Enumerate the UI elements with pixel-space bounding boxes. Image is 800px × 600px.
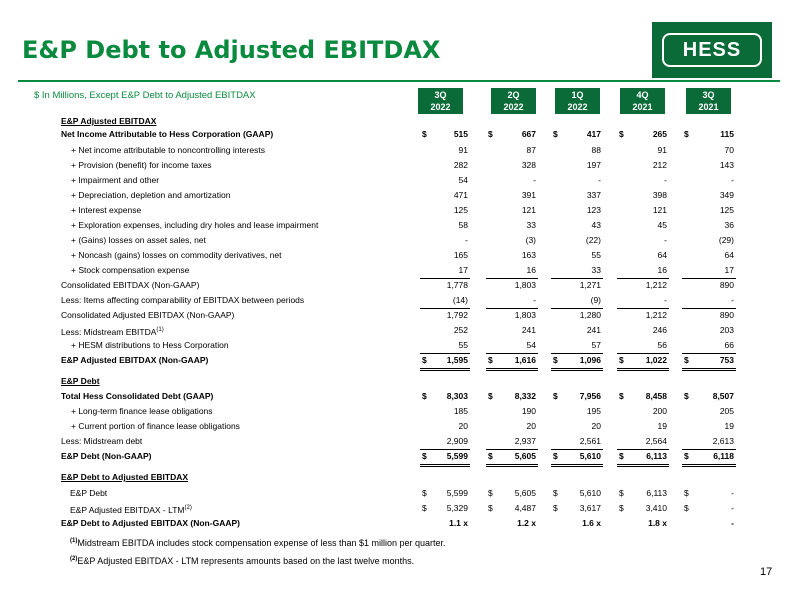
table-row: [0, 470, 800, 485]
table-cell: 2,909: [446, 436, 468, 446]
table-cell: -: [533, 175, 536, 185]
table-cell: 417: [586, 129, 601, 139]
subtotal-rule: [486, 308, 538, 309]
table-cell: 55: [458, 340, 468, 350]
dollar-sign: $: [619, 391, 624, 401]
row-label: [61, 278, 199, 293]
row-label-text: + Depreciation, depletion and amortization: [71, 190, 231, 200]
row-label-text: E&P Debt (Non-GAAP): [61, 451, 152, 461]
table-cell: 1,022: [645, 355, 667, 365]
dollar-sign: $: [553, 129, 558, 139]
row-label-text: E&P Adjusted EBITDAX: [61, 116, 157, 126]
row-label-text: + Interest expense: [71, 205, 142, 215]
subtotal-rule: [420, 308, 470, 309]
table-cell: 1,595: [446, 355, 468, 365]
table-cell: 165: [453, 250, 468, 260]
row-label: [71, 419, 240, 434]
row-label: [61, 434, 142, 449]
dollar-sign: $: [553, 503, 558, 513]
table-row: [0, 203, 800, 218]
total-double-rule: [682, 464, 736, 467]
table-cell: 8,303: [446, 391, 468, 401]
table-cell: 58: [458, 220, 468, 230]
table-cell: -: [731, 175, 734, 185]
dollar-sign: $: [553, 355, 558, 365]
table-row: [0, 248, 800, 263]
table-cell: -: [664, 295, 667, 305]
table-cell: 212: [652, 160, 667, 170]
table-cell: 4,487: [514, 503, 536, 513]
subtotal-rule: [551, 308, 603, 309]
row-label-text: + Provision (benefit) for income taxes: [71, 160, 212, 170]
table-cell: 2,561: [579, 436, 601, 446]
row-label: [61, 374, 100, 389]
column-header-quarter: 2Q: [507, 90, 520, 100]
table-cell: 890: [719, 280, 734, 290]
row-label: [61, 353, 208, 368]
table-cell: 5,610: [579, 488, 601, 498]
table-cell: -: [533, 295, 536, 305]
table-cell: 64: [657, 250, 667, 260]
table-cell: 471: [453, 190, 468, 200]
table-cell: 205: [719, 406, 734, 416]
units-subtitle: $ In Millions, Except E&P Debt to Adjusted EBITDAX: [34, 90, 256, 101]
total-double-rule: [617, 368, 669, 371]
dollar-sign: $: [684, 391, 689, 401]
row-label: [71, 248, 281, 263]
table-cell: 890: [719, 310, 734, 320]
table-cell: (9): [590, 295, 601, 305]
table-cell: 6,118: [713, 451, 734, 461]
table-cell: -: [731, 518, 734, 528]
table-cell: 1,803: [514, 280, 536, 290]
dollar-sign: $: [553, 488, 558, 498]
table-cell: 1.6 x: [582, 518, 601, 528]
table-row: [0, 233, 800, 248]
dollar-sign: $: [422, 129, 427, 139]
table-cell: 88: [591, 145, 601, 155]
table-cell: 190: [521, 406, 536, 416]
table-cell: 36: [724, 220, 734, 230]
dollar-sign: $: [684, 503, 689, 513]
table-cell: 17: [724, 265, 734, 275]
row-label-text: Less: Midstream EBITDA: [61, 326, 157, 337]
table-cell: 56: [657, 340, 667, 350]
subtotal-rule: [486, 278, 538, 279]
table-cell: 3,410: [645, 503, 667, 513]
column-header-year: 2022: [430, 102, 451, 112]
table-cell: 125: [719, 205, 734, 215]
table-cell: 57: [591, 340, 601, 350]
total-double-rule: [420, 368, 470, 371]
table-cell: 1,271: [579, 280, 601, 290]
row-label-text: E&P Debt to Adjusted EBITDAX: [61, 472, 189, 482]
dollar-sign: $: [619, 488, 624, 498]
table-cell: 1,280: [579, 310, 601, 320]
table-row: [0, 404, 800, 419]
table-cell: 1,616: [514, 355, 536, 365]
table-cell: 64: [724, 250, 734, 260]
column-header-quarter: 3Q: [702, 90, 715, 100]
table-cell: 185: [453, 406, 468, 416]
column-header: [555, 88, 600, 114]
row-label-text: + HESM distributions to Hess Corporation: [71, 340, 229, 350]
dollar-sign: $: [619, 451, 624, 461]
table-cell: (22): [585, 235, 601, 245]
table-cell: 2,564: [645, 436, 667, 446]
dollar-sign: $: [488, 503, 493, 513]
row-label-text: Total Hess Consolidated Debt (GAAP): [61, 391, 214, 401]
table-cell: -: [664, 175, 667, 185]
column-header: [620, 88, 665, 114]
table-cell: 20: [458, 421, 468, 431]
row-label-text: E&P Adjusted EBITDAX - LTM: [70, 504, 185, 515]
table-cell: 6,113: [646, 451, 667, 461]
hess-logo: [652, 22, 772, 78]
table-cell: 195: [586, 406, 601, 416]
table-cell: -: [731, 295, 734, 305]
table-row: [0, 374, 800, 389]
table-cell: 16: [657, 265, 667, 275]
row-label: [71, 188, 230, 203]
table-cell: 125: [453, 205, 468, 215]
table-cell: 5,605: [514, 488, 536, 498]
dollar-sign: $: [684, 355, 689, 365]
row-label-text: + Stock compensation expense: [71, 265, 190, 275]
table-row: [0, 173, 800, 188]
row-label-text: Consolidated EBITDAX (Non-GAAP): [61, 280, 200, 290]
table-cell: 5,605: [514, 451, 536, 461]
table-cell: 19: [657, 421, 667, 431]
row-label: [61, 449, 152, 464]
table-cell: 123: [586, 205, 601, 215]
table-cell: 17: [458, 265, 468, 275]
table-cell: 5,599: [446, 488, 468, 498]
table-cell: (29): [718, 235, 734, 245]
table-row: [0, 323, 800, 338]
table-cell: 70: [724, 145, 734, 155]
row-label-text: Consolidated Adjusted EBITDAX (Non-GAAP): [61, 310, 235, 320]
dollar-sign: $: [553, 451, 558, 461]
table-cell: (3): [525, 235, 536, 245]
row-label: [70, 486, 107, 501]
table-cell: 203: [719, 325, 734, 335]
table-cell: 1,212: [645, 280, 667, 290]
table-row: [0, 293, 800, 308]
footnote-2-mark: (2): [70, 556, 78, 562]
page-number: 17: [760, 566, 773, 578]
table-cell: 55: [591, 250, 601, 260]
dollar-sign: $: [684, 488, 689, 498]
total-double-rule: [551, 368, 603, 371]
table-row: [0, 127, 800, 142]
table-cell: -: [598, 175, 601, 185]
table-cell: 8,458: [645, 391, 667, 401]
table-cell: 349: [719, 190, 734, 200]
table-cell: 246: [652, 325, 667, 335]
table-cell: 5,599: [446, 451, 468, 461]
table-row: [0, 188, 800, 203]
column-header-quarter: 1Q: [571, 90, 584, 100]
table-cell: 20: [526, 421, 536, 431]
table-row: [0, 338, 800, 353]
table-cell: 19: [724, 421, 734, 431]
table-cell: 1.2 x: [517, 518, 536, 528]
dollar-sign: $: [422, 451, 427, 461]
column-header-year: 2021: [632, 102, 653, 112]
table-cell: 45: [657, 220, 667, 230]
column-header: [491, 88, 536, 114]
subtotal-rule: [617, 449, 669, 450]
row-label-text: E&P Adjusted EBITDAX (Non-GAAP): [61, 355, 209, 365]
column-header: [686, 88, 731, 114]
table-cell: 8,507: [712, 391, 734, 401]
row-label: [61, 470, 188, 485]
subtotal-rule: [682, 449, 736, 450]
total-double-rule: [486, 368, 538, 371]
dollar-sign: $: [488, 129, 493, 139]
row-label: [71, 404, 213, 419]
row-label: [71, 218, 318, 233]
table-cell: 2,937: [514, 436, 536, 446]
footnote-1-text: Midstream EBITDA includes stock compensation expense of less than $1 million per quarter.: [77, 538, 446, 548]
table-row: [0, 158, 800, 173]
table-cell: 1,096: [579, 355, 601, 365]
table-cell: 667: [521, 129, 536, 139]
row-label: [61, 127, 273, 142]
row-label: [61, 516, 240, 531]
row-label-text: + Impairment and other: [71, 175, 160, 185]
table-cell: -: [465, 235, 468, 245]
subtotal-rule: [682, 353, 736, 354]
footnote-2: [70, 556, 414, 566]
table-cell: 20: [591, 421, 601, 431]
row-label: [71, 158, 212, 173]
table-cell: 115: [720, 129, 734, 139]
table-cell: 2,613: [712, 436, 734, 446]
table-cell: 143: [719, 160, 734, 170]
subtotal-rule: [420, 449, 470, 450]
table-cell: 43: [591, 220, 601, 230]
table-row: [0, 218, 800, 233]
row-label: [71, 173, 159, 188]
row-label: [71, 263, 189, 278]
table-cell: -: [731, 488, 734, 498]
total-double-rule: [551, 464, 603, 467]
subtotal-rule: [617, 353, 669, 354]
footnote-2-text: E&P Adjusted EBITDAX - LTM represents amounts based on the last twelve months.: [77, 556, 415, 566]
subtotal-rule: [617, 278, 669, 279]
total-double-rule: [682, 368, 736, 371]
table-row: [0, 434, 800, 449]
total-double-rule: [617, 464, 669, 467]
table-cell: -: [664, 235, 667, 245]
row-label-text: Less: Items affecting comparability of EBITDAX between periods: [61, 295, 305, 305]
table-row: [0, 263, 800, 278]
dollar-sign: $: [422, 488, 427, 498]
column-header-quarter: 3Q: [434, 90, 447, 100]
footnote-ref: (1): [156, 327, 164, 333]
row-label: [61, 389, 213, 404]
table-cell: 163: [521, 250, 536, 260]
column-header-year: 2022: [503, 102, 524, 112]
table-cell: 121: [652, 205, 667, 215]
dollar-sign: $: [488, 451, 493, 461]
subtotal-rule: [682, 278, 736, 279]
table-cell: 33: [526, 220, 536, 230]
dollar-sign: $: [684, 129, 689, 139]
table-row: [0, 389, 800, 404]
table-cell: 1,212: [645, 310, 667, 320]
dollar-sign: $: [488, 355, 493, 365]
subtotal-rule: [551, 278, 603, 279]
row-label-text: Net Income Attributable to Hess Corporation (GAAP): [61, 129, 274, 139]
dollar-sign: $: [422, 391, 427, 401]
table-cell: 753: [719, 355, 734, 365]
table-row: [0, 486, 800, 501]
row-label-text: + Exploration expenses, including dry holes and lease impairment: [71, 220, 319, 230]
subtotal-rule: [682, 308, 736, 309]
row-label-text: E&P Debt: [61, 376, 100, 386]
table-cell: 7,956: [579, 391, 601, 401]
footnote-ref: (2): [184, 505, 192, 511]
row-label: [71, 233, 206, 248]
row-label-text: + Long-term finance lease obligations: [71, 406, 213, 416]
table-row: [0, 308, 800, 323]
dollar-sign: $: [619, 503, 624, 513]
column-header: [418, 88, 463, 114]
table-cell: 3,617: [579, 503, 601, 513]
row-label: [71, 203, 141, 218]
dollar-sign: $: [488, 488, 493, 498]
subtotal-rule: [551, 449, 603, 450]
table-cell: 515: [453, 129, 468, 139]
table-cell: 91: [657, 145, 667, 155]
table-cell: (14): [452, 295, 468, 305]
table-cell: 5,329: [446, 503, 468, 513]
dollar-sign: $: [619, 129, 624, 139]
row-label-text: E&P Debt to Adjusted EBITDAX (Non-GAAP): [61, 518, 240, 528]
row-label: [71, 143, 265, 158]
logo-text: HESS: [662, 33, 762, 67]
table-cell: 200: [652, 406, 667, 416]
subtotal-rule: [551, 353, 603, 354]
table-cell: 328: [521, 160, 536, 170]
subtotal-rule: [420, 278, 470, 279]
subtotal-rule: [617, 308, 669, 309]
table-cell: 1.8 x: [648, 518, 667, 528]
dollar-sign: $: [488, 391, 493, 401]
table-cell: 1.1 x: [449, 518, 468, 528]
table-cell: 5,610: [579, 451, 601, 461]
table-cell: 241: [521, 325, 536, 335]
table-cell: 398: [652, 190, 667, 200]
table-cell: 33: [591, 265, 601, 275]
table-cell: 1,803: [514, 310, 536, 320]
table-cell: -: [731, 503, 734, 513]
title-rule: [18, 80, 780, 82]
table-cell: 1,778: [446, 280, 468, 290]
table-cell: 337: [586, 190, 601, 200]
table-cell: 66: [724, 340, 734, 350]
table-row: [0, 353, 800, 368]
table-row: [0, 143, 800, 158]
row-label: [61, 293, 304, 308]
page-title: E&P Debt to Adjusted EBITDAX: [22, 36, 441, 64]
table-row: [0, 501, 800, 516]
row-label-text: Less: Midstream debt: [61, 436, 143, 446]
table-cell: 197: [586, 160, 601, 170]
row-label-text: + Current portion of finance lease obligations: [71, 421, 240, 431]
row-label-text: + Net income attributable to noncontrolling interests: [71, 145, 265, 155]
footnote-1-mark: (1): [70, 538, 78, 544]
dollar-sign: $: [684, 451, 689, 461]
row-label-text: E&P Debt: [70, 488, 108, 498]
table-cell: 282: [453, 160, 468, 170]
table-cell: 121: [521, 205, 536, 215]
table-row: [0, 278, 800, 293]
table-cell: 6,113: [646, 488, 667, 498]
table-cell: 54: [526, 340, 536, 350]
table-row: [0, 449, 800, 464]
dollar-sign: $: [422, 355, 427, 365]
column-header-year: 2021: [698, 102, 719, 112]
subtotal-rule: [420, 353, 470, 354]
row-label: [61, 308, 234, 323]
table-cell: 54: [458, 175, 468, 185]
dollar-sign: $: [422, 503, 427, 513]
row-label-text: + (Gains) losses on asset sales, net: [71, 235, 206, 245]
subtotal-rule: [486, 449, 538, 450]
table-cell: 1,792: [446, 310, 468, 320]
dollar-sign: $: [553, 391, 558, 401]
table-cell: 8,332: [514, 391, 536, 401]
table-row: [0, 419, 800, 434]
total-double-rule: [420, 464, 470, 467]
table-cell: 91: [458, 145, 468, 155]
table-cell: 241: [586, 325, 601, 335]
table-cell: 87: [526, 145, 536, 155]
row-label: [71, 338, 229, 353]
table-cell: 252: [453, 325, 468, 335]
table-cell: 16: [526, 265, 536, 275]
subtotal-rule: [486, 353, 538, 354]
table-row: [0, 516, 800, 531]
dollar-sign: $: [619, 355, 624, 365]
footnote-1: [70, 538, 446, 548]
total-double-rule: [486, 464, 538, 467]
column-header-quarter: 4Q: [636, 90, 649, 100]
table-cell: 265: [652, 129, 667, 139]
row-label-text: + Noncash (gains) losses on commodity derivatives, net: [71, 250, 282, 260]
column-header-year: 2022: [567, 102, 588, 112]
table-cell: 391: [521, 190, 536, 200]
